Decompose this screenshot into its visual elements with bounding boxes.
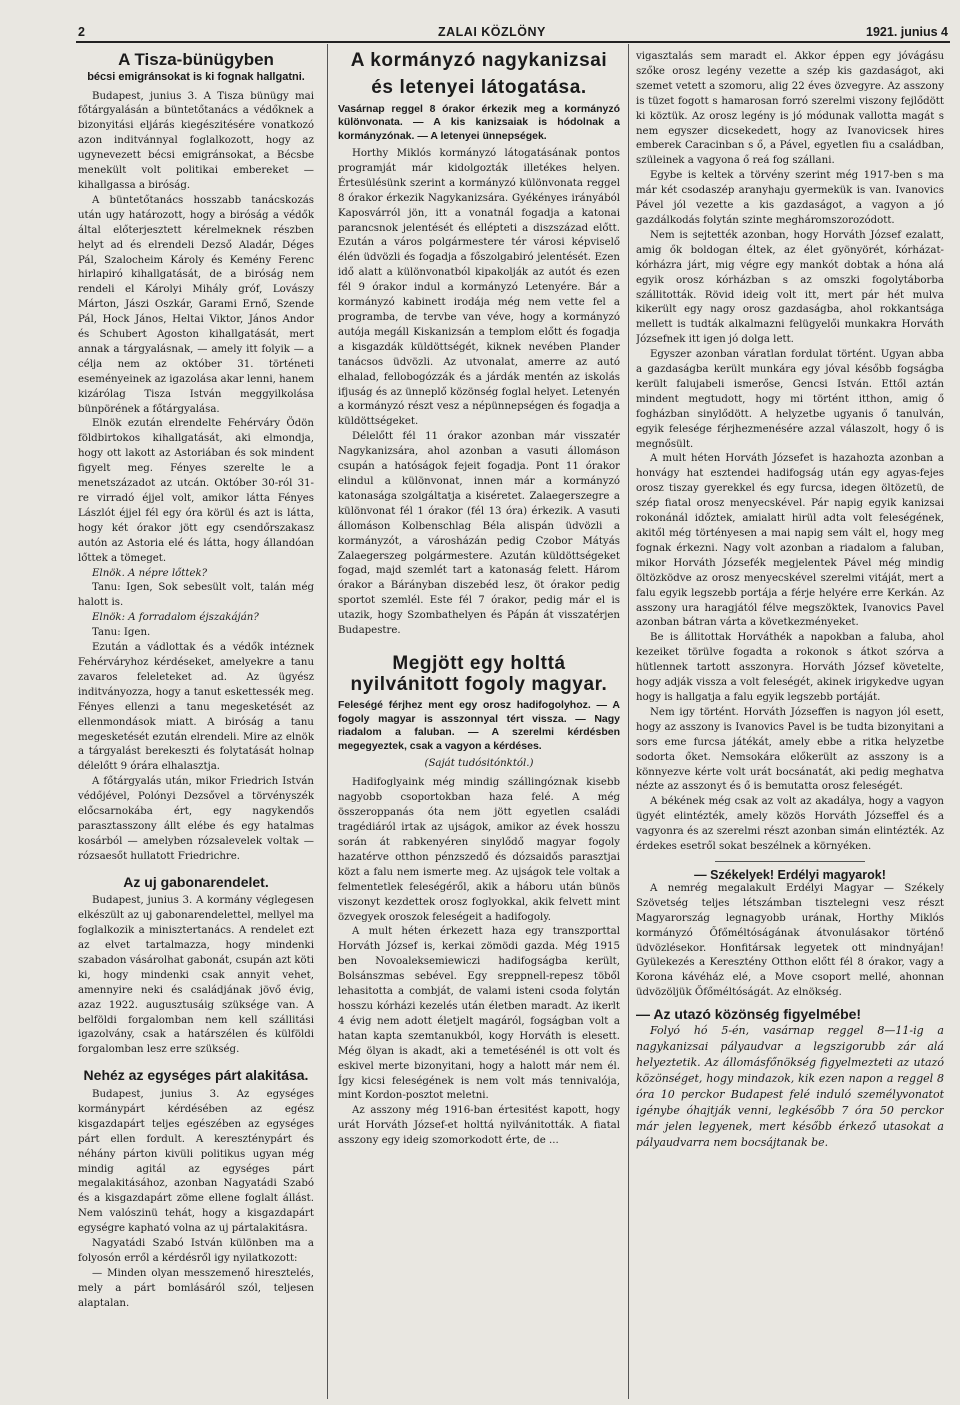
article-paragraph: A mult héten Horváth Józsefet is hazahozta azonban a honvágy hat esztendei hadifogság után egy agyas-fejes orosz tiszay gyerekkel és egy furcsa, idegen öltözetü, de szép fiatal orosz menyecskével. Pár napig egyik kanizsai rokonánál időztek, amialatt hirül adta volt feleségének, akitől még történyesen a mai napig sem vált el, hogy meg fognak érkezni. Nagy volt azonban a riadalom a faluban, mikor Horváth Józsefék megjelentek Pável még mindig öltözködve az orosz menyecskével szerelmi vitáját, mert a falu egyik legszebb portája a férje helyére erre Kerkán. Az asszony ura haragjától félve megszöktek, Ivanovics Pavel azonban bátran várta a következményeket. — [636, 453, 944, 629]
article-headline: A kormányzó nagykanizsai — [350, 50, 608, 71]
article-headline: Megjött egy holttá nyilvánitott fogoly magyar. — [350, 652, 608, 696]
article-headline: Az uj gabonarendelet. — [123, 873, 269, 890]
notice-paragraph: Folyó hó 5-én, vasárnap reggel 8—11-ig a nagykanizsai pályaudvar a legszigorubb zár alá helyeztetik. Az állomásfőnökség figyelmezteti az utazó közönséget, hogy mindazok, kik ezen napon a reggel 8 óra 10 perckor Budapest felé induló személyvonatot igénybe óhajtják venni, legkésőbb 7 óra 50 perckor már jelen legyenek, mert később érkező utasokat a pályaudvarra nem bocsájtanak be. — [636, 1023, 944, 1149]
article-paragraph: vigasztalás sem maradt el. Akkor éppen egy jóvágásu szőke orosz legény vezette a szép kis gazdaságot, aki szemet vetett a szomoru, alig 22 éves özvegyre. Az asszony is tüzet fogott s hamarosan forró szerelmi viszony fejlődött ki köztük. Az orosz legény is jó módunak vallotta magát s nem egyszer dicsekedett, hogy az Ivanovicsek hires emberek Caracinban s ő, a Pável, egyetlen fiu a családban, szüleinek a vagyona ő reá fog szállani. — [636, 51, 944, 167]
article-paragraph: Budapest, junius 3. A kormány véglegesen elkészült az uj gabonarendelettel, mellyel ma foglalkozik a minisztertanács. A rendelet ezt az elvet tartalmazza, hogy mindenki szabadon vásárolhat gabonát, csupán azt köti ki, hogy mindenki csak annyit vehet, amennyire neki és családjának jövő évig, azaz 1922. augusztusáig szüksége van. A belföldi forgalomban nem kell szállitási igazolvány, csak a határszélen és külföldi forgalomban lesz erre szükség. — [78, 895, 314, 1056]
article-headline: és letenyei látogatása. — [371, 77, 587, 99]
article-paragraph: — Minden olyan messzemenő hiresztelés, mely a párt bomlásáról szól, teljesen alaptalan. — [78, 1267, 314, 1309]
column-left — [78, 50, 314, 1400]
article-paragraph: Be is állitottak Horváthék a napokban a faluba, ahol kezeiket törülve fogadta a rokonok s átkot szórva a hütlennek tartott asszonyra. Horváth József követelte, hogy adják vissza a volt feleségét, akinek irigykedve ugyan hogy is hallgatja a falu egyik legszebb portáját. — [636, 632, 944, 703]
article-paragraph: Nem igy történt. Horváth Józseffen is nagyon jól esett, hogy az asszony is Ivanovics Pavel is be tudta bizonyitani a sors eme furcsa játékát, amely ebbe a ritka helyzetbe sodorta őket. Nemsokára előkerült az asszony is a könnyezve kérte volt urát bocsánatát, aki pedig meghatva nézte az asszonyt és ő is bemutatta orosz feleségét. — [636, 706, 944, 793]
article-paragraph: Tanu: Igen. — [92, 627, 151, 639]
article-paragraph: Horthy Miklós kormányzó látogatásának pontos programját már kidolgozták illetékes helyen. Értesülésünk szerint a kormányzó különvonata reggel 8 órakor érkezik Nagykanizsára. Gyékényes irányából Kaposvárról jön, itt a vonatnál fogadja a katonai parancsnok jelentését és ellépteti a diszszázad előtt. Ezután a város polgármestere tér városi képviselő élén üdvözli és fogadja a főszolgabiró jelentését. Ezen idő alatt a különvonatból kipakolják az autót és ezen fél 9 órakor indul a kormányzó Letenyére. Bár a kormányzó kabinett irodája még nem vette fel a programba, de tervbe van véve, hogy a kormányzó autója megáll Kiskanizsán a templom előtt és fogadja a kisgazdák küldöttségét, kiknek nevében Plander tanácsos üdvözli. Az utvonalat, amerre az autó elhalad, fellobogózzák és a járdák mentén az iskolás ifjuság és az ünneplő közönség foglal helyet. Letenyén a kormányzó részt vesz a népünnepségen és fogadja a küldöttségeket. — [338, 148, 620, 428]
article-paragraph: Délelőtt fél 11 órakor azonban már visszatér Nagykanizsára, ahol azonban a vasuti állomáson csupán a hatóságok fejeit fogadja. Pont 11 órakor elindul a különvonat, innen már a kormányzó katonasága szolgáltatja a kiséretet. Zalaegerszegre a különvonat fél 1 órakor (fél 13 óra) érkezik. A vasuti állomáson Kolbenschlag Béla alispán üdvözli a kormányzót, a városházán pedig Czobor Mátyás Zalaegerszeg polgármestere. Azután küldöttségeket fogad, majd szemlét tart a katonaság felett. Három órakor a Bárányban diszebéd lesz, öt órakor pedig sportot szemlél. Este fél 7 órakor, pedig már el is utazik, hogy Szombathelyen és Pápán át visszatérjen Budapestre. — [338, 431, 620, 637]
section-divider — [715, 861, 865, 862]
article-subheadline: bécsi emigránsokat is ki fognak hallgatni. — [87, 71, 305, 84]
article-paragraph: Elnök. A népre lőttek? — [92, 567, 208, 579]
article-paragraph: Ezután a vádlottak és a védők intéznek Fehérváryhoz kérdéseket, amelyekre a tanu zavaros feleleteket ad. Az ügyész inditványozza, hogy a tanut eskettessék meg. Fényes ellenzi a tanu megesketését az ellenmondások miatt. A biróság a tanu megesketését ezután elrendeli. Mire az elnök a tárgyalást berekeszti és folytatását holnap délelőtt 9 órára elhalasztja. — [78, 642, 314, 773]
article-paragraph: Az asszony még 1916-ban értesitést kapott, hogy urát Horváth József-et holttá nyilvánitották. A fiatal asszony egy ideig szomorkodott érte, de ... — [338, 1105, 620, 1147]
notice-headline: — Székelyek! Erdélyi magyarok! — [694, 867, 886, 882]
column-middle — [338, 50, 620, 1400]
article-paragraph: A büntetőtanács hosszabb tanácskozás után ugy határozott, hogy a biróság a védők által előterjesztett kérelmeknek részben helyt ad és elrendeli Dezső Aladár, Déges Pál, Szalocheim Károly és Kemény Ferenc hirlapiró kihallgatását, de a biróság nem rendeli el Károlyi Mihály gróf, Lovászy Márton, Jászi Oszkár, Garami Ernő, Szende Pál, Hock János, Heltai Viktor, János Andor és Schubert Agoston kihallgatását, mert annak a tárgyalásnak, — amely itt folyik — a célja nem az október 31. történeti eseményeinek az igazolása akar lenni, hanem kizárólag Tisza István meggyilkolása bünpörének a főtárgyalása. — [78, 194, 314, 415]
article-paragraph: A mult héten érkezett haza egy transzporttal Horváth József is, kerkai zömödi gazda. Még 1915 ben Novoaleksemiewiczi hadifogságba került, Bolsánszmas sebével. Egy sreppnell-repesz töből lehasitotta a combját, de valami isteni csoda folytán hosszu kórházi kezelés után életben maradt. Az ikerlt 4 évig nem adott életjelt magáról, fogságban volt a hatan kapta szemtanukból, kogy Horváth is elesett. Még ölyan is akadt, aki a temetésénél is ott volt és eskivel merte bizonyitani, hogy a halott már nem él. Így kicsi feleségének is nem volt más tennivalója, mint Kordon-posztot meletni. — [338, 926, 620, 1102]
column-divider — [628, 44, 629, 1399]
article-paragraph: Hadifoglyaink még mindig szállingóznak kisebb nagyobb csoportokban haza felé. A még összeroppanás óta nem jött egyetlen családi tragédiáról irtak az ujságok, amikor az évek hosszu során át rabkenyéren sinylődő magyar fogoly hazatérve otthon pénzszedő és dózsaidős parasztjai közt a falu nem ismerte meg. Az ujságok tele voltak a felmentetlek feleségéről, akik a háboru után bünös viszonyt kezdettek orosz foglyokkal, akik felvett mint özvegyek oroszok feleségeit a hadifogoly. — [338, 777, 620, 923]
article-paragraph: Egybe is keltek a törvény szerint még 1917-ben s ma már két csodaszép aranyhaju gyermekük is van. Ivanovics Pável jól vezette a kis gazdaságot, a vagyon a jó gazdálkodás folytán szinte megháromszorozódott. — [636, 170, 944, 226]
article-paragraph: A békének még csak az volt az akadálya, hogy a vagyon ügyét elintézték, amely közös Horváth Józseffel és a vagyonra és az szerelmi részt azonban simán elintézték. Az érdekes esetről sokat beszélnek a környéken. — [636, 796, 944, 853]
article-paragraph: A főtárgyalás után, mikor Friedrich István védőjével, Polónyi Dezsővel a törvényszék előcsarnokába ért, egy nagykendős parasztasszony állt elébe és egy hatalmas kosárból — amelyben rózsalevelek voltak — rózsaesőt hullatott Friedrichre. — [78, 776, 314, 862]
column-right — [636, 50, 944, 1400]
article-paragraph: Nagyatádi Szabó István különben ma a folyosón erről a kérdésről igy nyilatkozott: — [78, 1238, 314, 1264]
article-headline: Nehéz az egységes párt alakitása. — [83, 1067, 309, 1084]
article-paragraph: Nem is sejtették azonban, hogy Horváth József ezalatt, amig ők boldogan éltek, az élet gyönyörét, kórházat-kórházra járt, mig végre egy mankót dobtak a hóna alá egyik orosz kórházban s az omszki fogolytáborba szállitották. Rövid ideig volt itt, mert pár hét mulva kikerült egy nagy orosz gazdaságba, ahol rokkantsága mellett is tudták alkalmazni felügyelői munkakra Horváth Józsefnek itt igen jó dolga lett. — [636, 229, 944, 346]
article-paragraph: Elnök: A forradalom éjszakáján? — [92, 612, 259, 624]
article-deck: Vasárnap reggel 8 órakor érkezik meg a kormányzó különvonata. — A kis kanizsaiak is hódolnak a kormányzónak. — A letenyei ünnepségek. — [338, 102, 620, 142]
notice-paragraph: A nemrég megalakult Erdélyi Magyar — Székely Szövetség teljes létszámban tisztelegni vesz részt Magyarország legnagyobb urának, Horthy Miklós kormányzó Őfőméltóságának átvonulásakor történő üdvözlésekor. Honfitársak legyetek ott mindnyájan! Gyülekezés a Keresztény Otthon előtt fél 8 órakor, vagy a Korona kávéház elé, a Move csoport mellé, ahonnan üdvözöljük Őfőméltóságát. Az elnökség. — [636, 882, 944, 999]
header-rule — [76, 41, 950, 43]
issue-date: 1921. junius 4 — [866, 25, 948, 39]
article-paragraph: Budapest, junius 3. A Tisza bünügy mai főtárgyalásán a büntetőtanács a védőknek a bizonyitási eljárás kiegészitésére vonatkozó azon inditvánnyal foglalkozott, hogy az ugynevezett bécsi emigránsokat, a Bécsbe menekült volt politikai embereket — kihallgassa a biróság. — [78, 90, 314, 191]
article-headline: A Tisza-bünügyben — [118, 50, 274, 69]
page-header — [78, 25, 948, 41]
article-paragraph: Elnök ezután elrendelte Fehérváry Ödön földbirtokos kihallgatását, aki elmondja, hogy ott lakott az Astoriában és sok mindent figyelt meg. Fényes szerelte le a menetszázadot az utcán. Október 30-ról 31-re virradó éjjel volt, amikor látta Fényes Lászlót éjjel fél egy óra körül és azt is látta, hogy két órakor jött egy csendőrszakasz autón az Astoria elé és látta, hogy állandóan lőttek a tömeget. — [78, 418, 314, 564]
article-paragraph: Egyszer azonban váratlan fordulat történt. Ugyan abba a gazdaságba került munkára egy jóval később fogságba került falujabeli ismerőse, Gencsi István. Ettől aztán mindent megtudott, hogy mi történt itthon, amig ő fogházban sinylődött. A helyzetbe ugyanis ő tanulván, egyik felesége férjhezmenésére azzal válaszolt, hogy ő is megnősült. — [636, 349, 944, 450]
page-number: 2 — [78, 25, 85, 39]
article-paragraph: Tanu: Igen, Sok sebesült volt, talán még halott is. — [78, 582, 314, 609]
article-byline: (Saját tudósitónktól.) — [424, 758, 534, 770]
newspaper-title: ZALAI KÖZLÖNY — [438, 25, 546, 39]
column-divider — [327, 44, 328, 1399]
article-deck: Feleségé férjhez ment egy orosz hadifogolyhoz. — A fogoly magyar is asszonnyal tért vissza. — Nagy riadalom a faluban. — A szerelmi kérdésben megegyeztek, csak a vagyon a kérdéses. — [338, 699, 620, 752]
notice-headline: — Az utazó közönség figyelmébe! — [636, 1006, 862, 1023]
article-paragraph: Budapest, junius 3. Az egységes kormánypárt kérdésében az egész kisgazdapárt teljes egészében az egységes párt ellen fordult. A kereszténypárt és néhány párton kivüli politikus ugyan még mindig agitál az egységes párt megalakitásához, azonban Nagyatádi Szabó és a kisgazdapárt zöme ellene foglalt állást. Nem valószinü tehát, hogy a kisgazdapárt egységre kapható volna az uj pártalakitásra. — [78, 1088, 314, 1235]
